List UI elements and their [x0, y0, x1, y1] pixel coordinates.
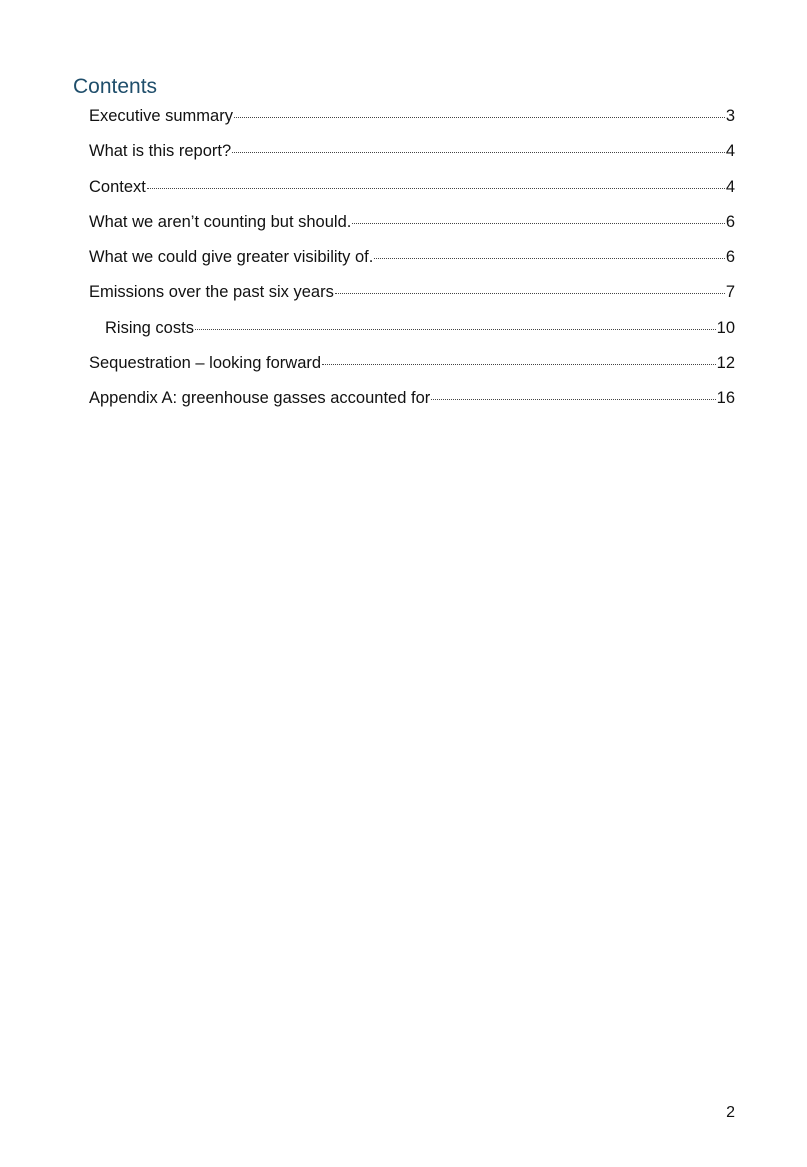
dot-leader — [322, 364, 716, 365]
toc-entry-page: 7 — [725, 283, 735, 302]
toc-entry-page: 4 — [725, 177, 735, 196]
dot-leader — [147, 188, 725, 189]
toc-entry-emissions[interactable] — [89, 280, 735, 315]
toc-entry-page: 4 — [725, 142, 735, 161]
toc-entry-page: 12 — [716, 354, 735, 373]
dot-leader — [335, 293, 725, 294]
toc-entry-executive-summary[interactable] — [89, 104, 735, 139]
toc-entry-title: What is this report? — [89, 142, 232, 161]
contents-heading: Contents — [73, 75, 158, 98]
toc-entry-page: 3 — [725, 107, 735, 125]
toc-entry-title: Executive summary — [89, 107, 233, 125]
toc-entry-appendix-a[interactable] — [89, 386, 735, 421]
toc-entry-title: Rising costs — [105, 318, 194, 337]
toc-entry-title: Emissions over the past six years — [89, 283, 334, 302]
table-of-contents — [89, 104, 735, 422]
toc-entry-title: Context — [89, 177, 146, 196]
toc-entry-sequestration[interactable] — [89, 351, 735, 386]
toc-entry-title: Appendix A: greenhouse gasses accounted for — [89, 389, 431, 408]
dot-leader — [234, 117, 725, 118]
dot-leader — [195, 329, 716, 330]
page-number: 2 — [726, 1104, 735, 1121]
dot-leader — [374, 258, 725, 259]
toc-entry-page: 16 — [716, 389, 735, 408]
dot-leader — [232, 152, 725, 153]
dot-leader — [431, 399, 715, 400]
toc-entry-page: 6 — [725, 212, 735, 231]
toc-entry-title: Sequestration – looking forward — [89, 354, 322, 373]
toc-entry-greater-visibility[interactable] — [89, 245, 735, 280]
toc-entry-title: What we aren’t counting but should. — [89, 212, 352, 231]
toc-entry-rising-costs[interactable] — [89, 316, 735, 351]
dot-leader — [352, 223, 724, 224]
toc-entry-page: 10 — [716, 318, 735, 337]
toc-entry-page: 6 — [725, 248, 735, 267]
toc-entry-not-counting[interactable] — [89, 210, 735, 245]
toc-entry-title: What we could give greater visibility of. — [89, 248, 374, 267]
toc-entry-what-is-this-report[interactable] — [89, 139, 735, 174]
toc-entry-context[interactable] — [89, 175, 735, 210]
